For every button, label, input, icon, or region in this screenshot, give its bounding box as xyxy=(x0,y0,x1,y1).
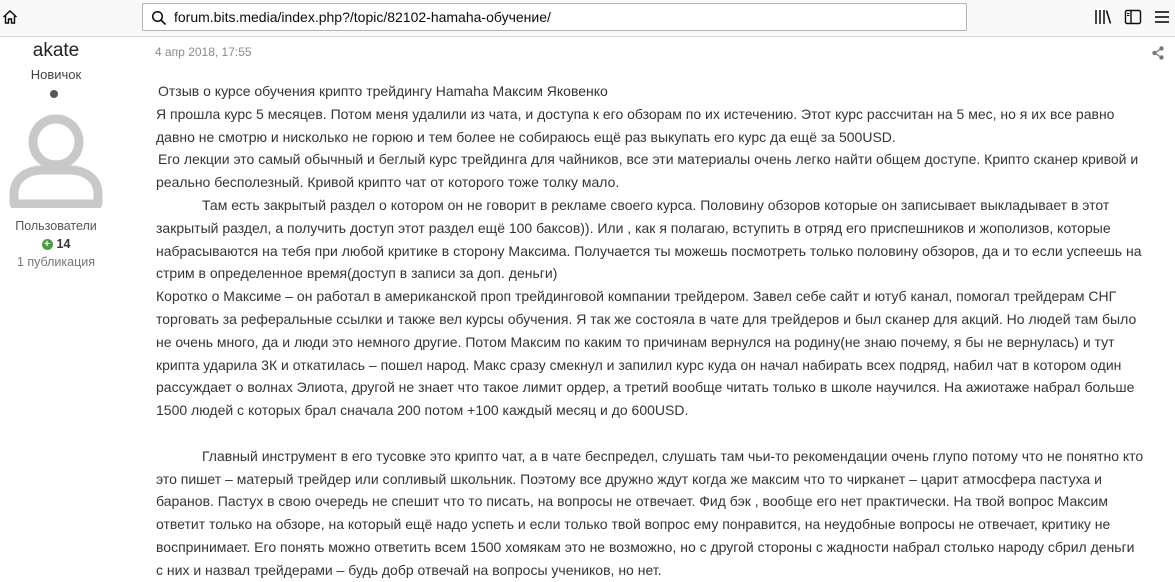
post-line: Я прошла курс 5 месяцев. Потом меня удалили из чата, и доступа к его обзорам по их истечению. Этот курс рассчитан на 5 мес, но я их все равно xyxy=(156,105,1115,122)
browser-toolbar xyxy=(0,0,1175,37)
menu-button[interactable] xyxy=(1153,8,1171,31)
plus-icon: + xyxy=(42,239,53,250)
author-name[interactable]: akate xyxy=(32,40,80,61)
post-line: Главный инструмент в его тусовке это крипто чат, а в чате беспредел, слушать там чьи-то рекомендации очень глупо потому что не понятно кто xyxy=(202,447,1144,464)
post-line: воспринимает. Его понять можно ответить всем 1500 хомякам это не возможно, но с другой стороны с жадности набрал столько народу сбрил деньги xyxy=(156,538,1135,555)
post-line: торговать за реферальные ссылки и также вел курсы обучения. Я так же состояла в чате для трейдеров и был сканер для акций. Но людей там было xyxy=(156,310,1137,327)
post-line: рассуждает о волнах Элиота, другой не знает что такое лимит ордер, а третий вообще читать только в школе научился. На ажиотаже набрал больше xyxy=(156,379,1135,396)
home-button[interactable] xyxy=(0,6,20,28)
post-blank-line xyxy=(156,422,1171,445)
reputation-badge xyxy=(0,237,112,251)
author-group: Пользователи xyxy=(15,219,97,233)
url-text: forum.bits.media/index.php?/topic/82102-hamaha-обучение/ xyxy=(174,9,551,25)
post-date[interactable]: 4 апр 2018, 17:55 xyxy=(155,45,252,59)
post-line: Его лекции это самый обычный и беглый курс трейдинга для чайников, все эти материалы очень легко найти общем доступе. Крипто сканер кривой и xyxy=(158,151,1139,168)
sidebar-button[interactable] xyxy=(1124,8,1142,31)
post-line: реально бесполезный. Кривой крипто чат от которого тоже толку мало. xyxy=(156,174,620,191)
post-body xyxy=(156,80,1171,582)
post-line: стрим в определенное время(доступ в записи за доп. деньги) xyxy=(156,265,558,282)
sidebar-icon xyxy=(1124,8,1142,26)
post-line: закрытый раздел, а получить доступ этот раздел ещё 100 баксов)). Или , как я полагаю, вступить в отряд его приспешников и жополизов, которые xyxy=(156,219,1111,236)
search-icon xyxy=(151,10,167,26)
author-rank: Новичок xyxy=(30,67,82,82)
reputation-count: 14 xyxy=(56,237,71,251)
post-line: давно не смотрю и нисколько не горюю и тем более не собираюсь ещё раз выкупать его курс да ещё за 500USD. xyxy=(156,128,896,145)
share-icon[interactable] xyxy=(1152,46,1164,60)
post-line: не очень много, да и люди это немного другие. Потом Максим по каким то причинам вернулся на родину(не знаю почему, я бы не вернулась) и тут xyxy=(156,333,1115,350)
library-icon xyxy=(1094,8,1112,26)
avatar[interactable] xyxy=(8,108,104,208)
post-line: 1500 людей с которых брал сначала 200 потом +100 каждый месяц и до 600USD. xyxy=(156,402,689,419)
post-line: с них и назвал трейдерами – будь добр отвечай на вопросы учеников, но нет. xyxy=(156,561,662,578)
post-line: ответит только на обзоре, на который ещё надо успеть и если только твой вопрос ему понравится, на неудобные вопросы не отвечает, критику не xyxy=(156,516,1111,533)
home-icon xyxy=(2,9,18,25)
post-line: набрасываются на тебя при любой критике в сторону Максима. Получается ты можешь посмотреть только половину обзоров, да и то если успеешь на xyxy=(156,242,1142,259)
author-panel xyxy=(0,36,112,571)
hamburger-menu-icon xyxy=(1153,8,1171,26)
online-status-dot xyxy=(50,90,58,98)
post-line: Там есть закрытый раздел о котором он не говорит в рекламе своего курса. Половину обзоров которые он записывает выкладывает в этот xyxy=(202,196,1110,213)
post-count: 1 публикация xyxy=(16,255,96,269)
post-line: крипта ударила 3К и откатилась – пошел народ. Макс сразу смекнул и запилил курс куда он начал набирать всех подряд, набил чат в котором один xyxy=(156,356,1122,373)
post-line: Отзыв о курсе обучения крипто трейдингу Hamaha Максим Яковенко xyxy=(158,83,608,99)
post-line: это пишет – матерый трейдер или сопливый школьник. Поэтому все дружно ждут когда же максим что то чирканет – царит атмосфера пастуха и xyxy=(156,470,1102,487)
url-bar[interactable] xyxy=(142,3,967,31)
library-button[interactable] xyxy=(1094,8,1112,31)
post-line: Коротко о Максиме – он работал в американской проп трейдинговой компании трейдером. Завел себе сайт и ютуб канал, помогал трейдерам СНГ xyxy=(156,288,1117,305)
post-line: баранов. Пастух в свою очередь не спешит что то писать, на вопросы не отвечает. Фид бэк , вообще его нет практически. На твой вопрос Максим xyxy=(156,493,1108,510)
